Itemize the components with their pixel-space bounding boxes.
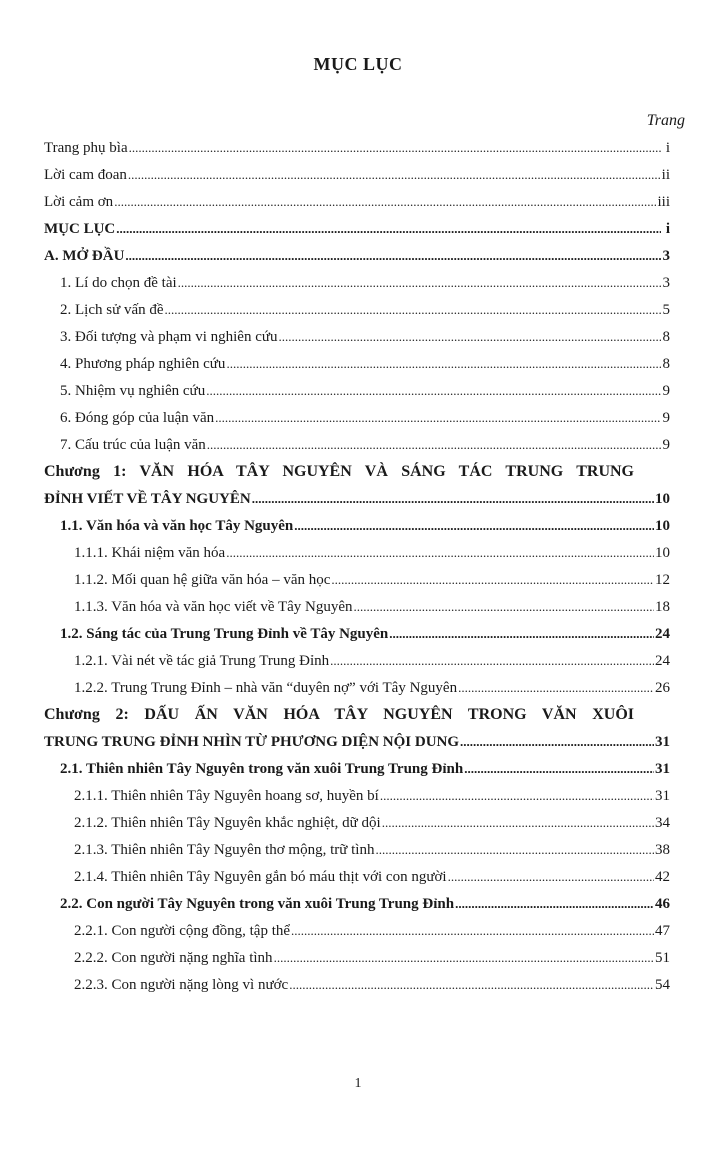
toc-entry: [44, 620, 670, 647]
toc-entry-label: 2.1.3. Thiên nhiên Tây Nguyên thơ mộng, trữ tình: [74, 842, 375, 858]
toc-entry-label: Lời cảm ơn: [44, 194, 114, 210]
toc-entry: [44, 134, 670, 161]
toc-entry-label: Trang phụ bìa: [44, 140, 128, 156]
toc-entry-label: 2.1.1. Thiên nhiên Tây Nguyên hoang sơ, huyền bí: [74, 788, 379, 804]
toc-entry: [44, 944, 670, 971]
dot-leader: [460, 728, 654, 755]
toc-entry: [44, 593, 670, 620]
toc-entry-page: 34: [655, 815, 670, 831]
toc-entry: [44, 350, 670, 377]
toc-entry-page: 24: [655, 653, 670, 669]
toc-entry: [44, 485, 670, 512]
toc-entry-page: 12: [655, 572, 670, 588]
toc-entry-page: i: [665, 221, 670, 237]
toc-entry: [44, 890, 670, 917]
toc-entry-label: Lời cam đoan: [44, 167, 127, 183]
dot-leader: [128, 161, 661, 188]
toc-entry-label: A. MỞ ĐẦU: [44, 248, 125, 264]
toc-entry: [44, 863, 670, 890]
toc-entry-page: 10: [655, 518, 670, 534]
toc-entry: [44, 161, 670, 188]
toc-entry-label: MỤC LỤC: [44, 221, 116, 237]
dot-leader: [330, 647, 654, 674]
toc-entry-page: 24: [655, 626, 670, 642]
dot-leader: [252, 485, 654, 512]
dot-leader: [165, 296, 661, 323]
toc-entry-page: 31: [655, 788, 670, 804]
page-column-label: Trang: [646, 112, 685, 129]
toc-entry-page: 42: [655, 869, 670, 885]
toc-entry-label: 2.2.2. Con người nặng nghĩa tình: [74, 950, 273, 966]
toc-entry-page: 31: [655, 761, 670, 777]
toc-entry-label: 7. Cấu trúc của luận văn: [60, 437, 206, 453]
dot-leader: [226, 539, 654, 566]
toc-entry: [44, 377, 670, 404]
chapter-1-heading: Chương 1: VĂN HÓA TÂY NGUYÊN VÀ SÁNG TÁC TRUNG TRUNG: [44, 463, 634, 480]
toc-entry-page: 10: [655, 491, 670, 507]
toc-entry-page: 10: [655, 545, 670, 561]
toc-entry-label: TRUNG TRUNG ĐỈNH NHÌN TỪ PHƯƠNG DIỆN NỘI DUNG: [44, 734, 460, 750]
dot-leader: [455, 890, 654, 917]
toc-entry: [44, 836, 670, 863]
toc-entry-page: iii: [657, 194, 670, 210]
dot-leader: [375, 836, 654, 863]
dot-leader: [289, 971, 654, 998]
dot-leader: [382, 809, 654, 836]
toc-entry-label: 1.2.2. Trung Trung Đỉnh – nhà văn “duyên nợ” với Tây Nguyên: [74, 680, 458, 696]
dot-leader: [125, 242, 661, 269]
dot-leader: [294, 512, 654, 539]
toc-entry: [44, 431, 670, 458]
chapter-2-heading: Chương 2: DẤU ẤN VĂN HÓA TÂY NGUYÊN TRONG VĂN XUÔI: [44, 706, 634, 723]
toc-entry-label: 1.1. Văn hóa và văn học Tây Nguyên: [60, 518, 294, 534]
dot-leader: [226, 350, 661, 377]
dot-leader: [331, 566, 654, 593]
toc-entry: [44, 323, 670, 350]
toc-entry-page: 9: [662, 437, 670, 453]
toc-entry: [44, 512, 670, 539]
toc-entry-label: 1.1.1. Khái niệm văn hóa: [74, 545, 226, 561]
toc-entry-label: 2.1.2. Thiên nhiên Tây Nguyên khắc nghiệt, dữ dội: [74, 815, 381, 831]
dot-leader: [354, 593, 654, 620]
toc-entry-page: 18: [655, 599, 670, 615]
toc-entry-label: 1.1.2. Mối quan hệ giữa văn hóa – văn học: [74, 572, 331, 588]
dot-leader: [464, 755, 654, 782]
toc-entry-page: 8: [662, 329, 670, 345]
toc-entry: [44, 755, 670, 782]
dot-leader: [448, 863, 654, 890]
toc-entry: [44, 539, 670, 566]
toc-entry-label: 2.1.4. Thiên nhiên Tây Nguyên gắn bó máu thịt với con người: [74, 869, 447, 885]
table-of-contents: [44, 134, 670, 998]
toc-entry-page: 9: [662, 410, 670, 426]
toc-entry-page: 54: [655, 977, 670, 993]
toc-entry-page: 38: [655, 842, 670, 858]
dot-leader: [129, 134, 661, 161]
toc-entry-page: 3: [662, 248, 670, 264]
toc-entry: [44, 215, 670, 242]
toc-entry-page: 31: [655, 734, 670, 750]
dot-leader: [274, 944, 654, 971]
toc-entry-label: 2.2. Con người Tây Nguyên trong văn xuôi Trung Trung Đỉnh: [60, 896, 455, 912]
dot-leader: [291, 917, 654, 944]
toc-entry-label: 2.2.1. Con người cộng đồng, tập thể: [74, 923, 291, 939]
toc-entry-label: 2. Lịch sử vấn đề: [60, 302, 164, 318]
page-title: MỤC LỤC: [313, 54, 403, 74]
toc-entry: [44, 404, 670, 431]
dot-leader: [114, 188, 656, 215]
toc-entry-label: 1.2. Sáng tác của Trung Trung Đỉnh về Tây Nguyên: [60, 626, 389, 642]
toc-entry-label: 3. Đối tượng và phạm vi nghiên cứu: [60, 329, 278, 345]
toc-entry: [44, 269, 670, 296]
toc-entry: [44, 971, 670, 998]
dot-leader: [206, 377, 661, 404]
toc-entry-label: 6. Đóng góp của luận văn: [60, 410, 215, 426]
toc-entry-label: 4. Phương pháp nghiên cứu: [60, 356, 226, 372]
toc-entry-page: 51: [655, 950, 670, 966]
dot-leader: [389, 620, 654, 647]
toc-entry-page: 3: [662, 275, 670, 291]
toc-entry: [44, 728, 670, 755]
dot-leader: [458, 674, 654, 701]
toc-entry-page: 47: [655, 923, 670, 939]
toc-entry-page: 46: [655, 896, 670, 912]
dot-leader: [380, 782, 654, 809]
toc-entry-label: ĐỈNH VIẾT VỀ TÂY NGUYÊN: [44, 491, 251, 507]
toc-entry: [44, 647, 670, 674]
toc-entry: [44, 566, 670, 593]
dot-leader: [215, 404, 661, 431]
toc-entry: [44, 674, 670, 701]
dot-leader: [279, 323, 662, 350]
toc-entry-label: 1. Lí do chọn đề tài: [60, 275, 177, 291]
toc-entry: [44, 242, 670, 269]
toc-entry-page: i: [665, 140, 670, 156]
toc-entry-page: 26: [655, 680, 670, 696]
dot-leader: [116, 215, 661, 242]
page-number: 1: [354, 1076, 362, 1091]
toc-entry-page: 5: [662, 302, 670, 318]
toc-entry-label: 5. Nhiệm vụ nghiên cứu: [60, 383, 206, 399]
toc-entry: [44, 188, 670, 215]
toc-entry: [44, 917, 670, 944]
toc-entry-page: 9: [662, 383, 670, 399]
toc-entry: [44, 296, 670, 323]
dot-leader: [178, 269, 661, 296]
toc-entry-page: ii: [661, 167, 670, 183]
toc-entry: [44, 782, 670, 809]
toc-entry-label: 2.2.3. Con người nặng lòng vì nước: [74, 977, 289, 993]
toc-entry-page: 8: [662, 356, 670, 372]
toc-entry: [44, 809, 670, 836]
toc-entry-label: 1.1.3. Văn hóa và văn học viết về Tây Nguyên: [74, 599, 353, 615]
toc-entry-label: 1.2.1. Vài nét về tác giả Trung Trung Đỉnh: [74, 653, 330, 669]
dot-leader: [207, 431, 661, 458]
toc-entry-label: 2.1. Thiên nhiên Tây Nguyên trong văn xuôi Trung Trung Đỉnh: [60, 761, 464, 777]
